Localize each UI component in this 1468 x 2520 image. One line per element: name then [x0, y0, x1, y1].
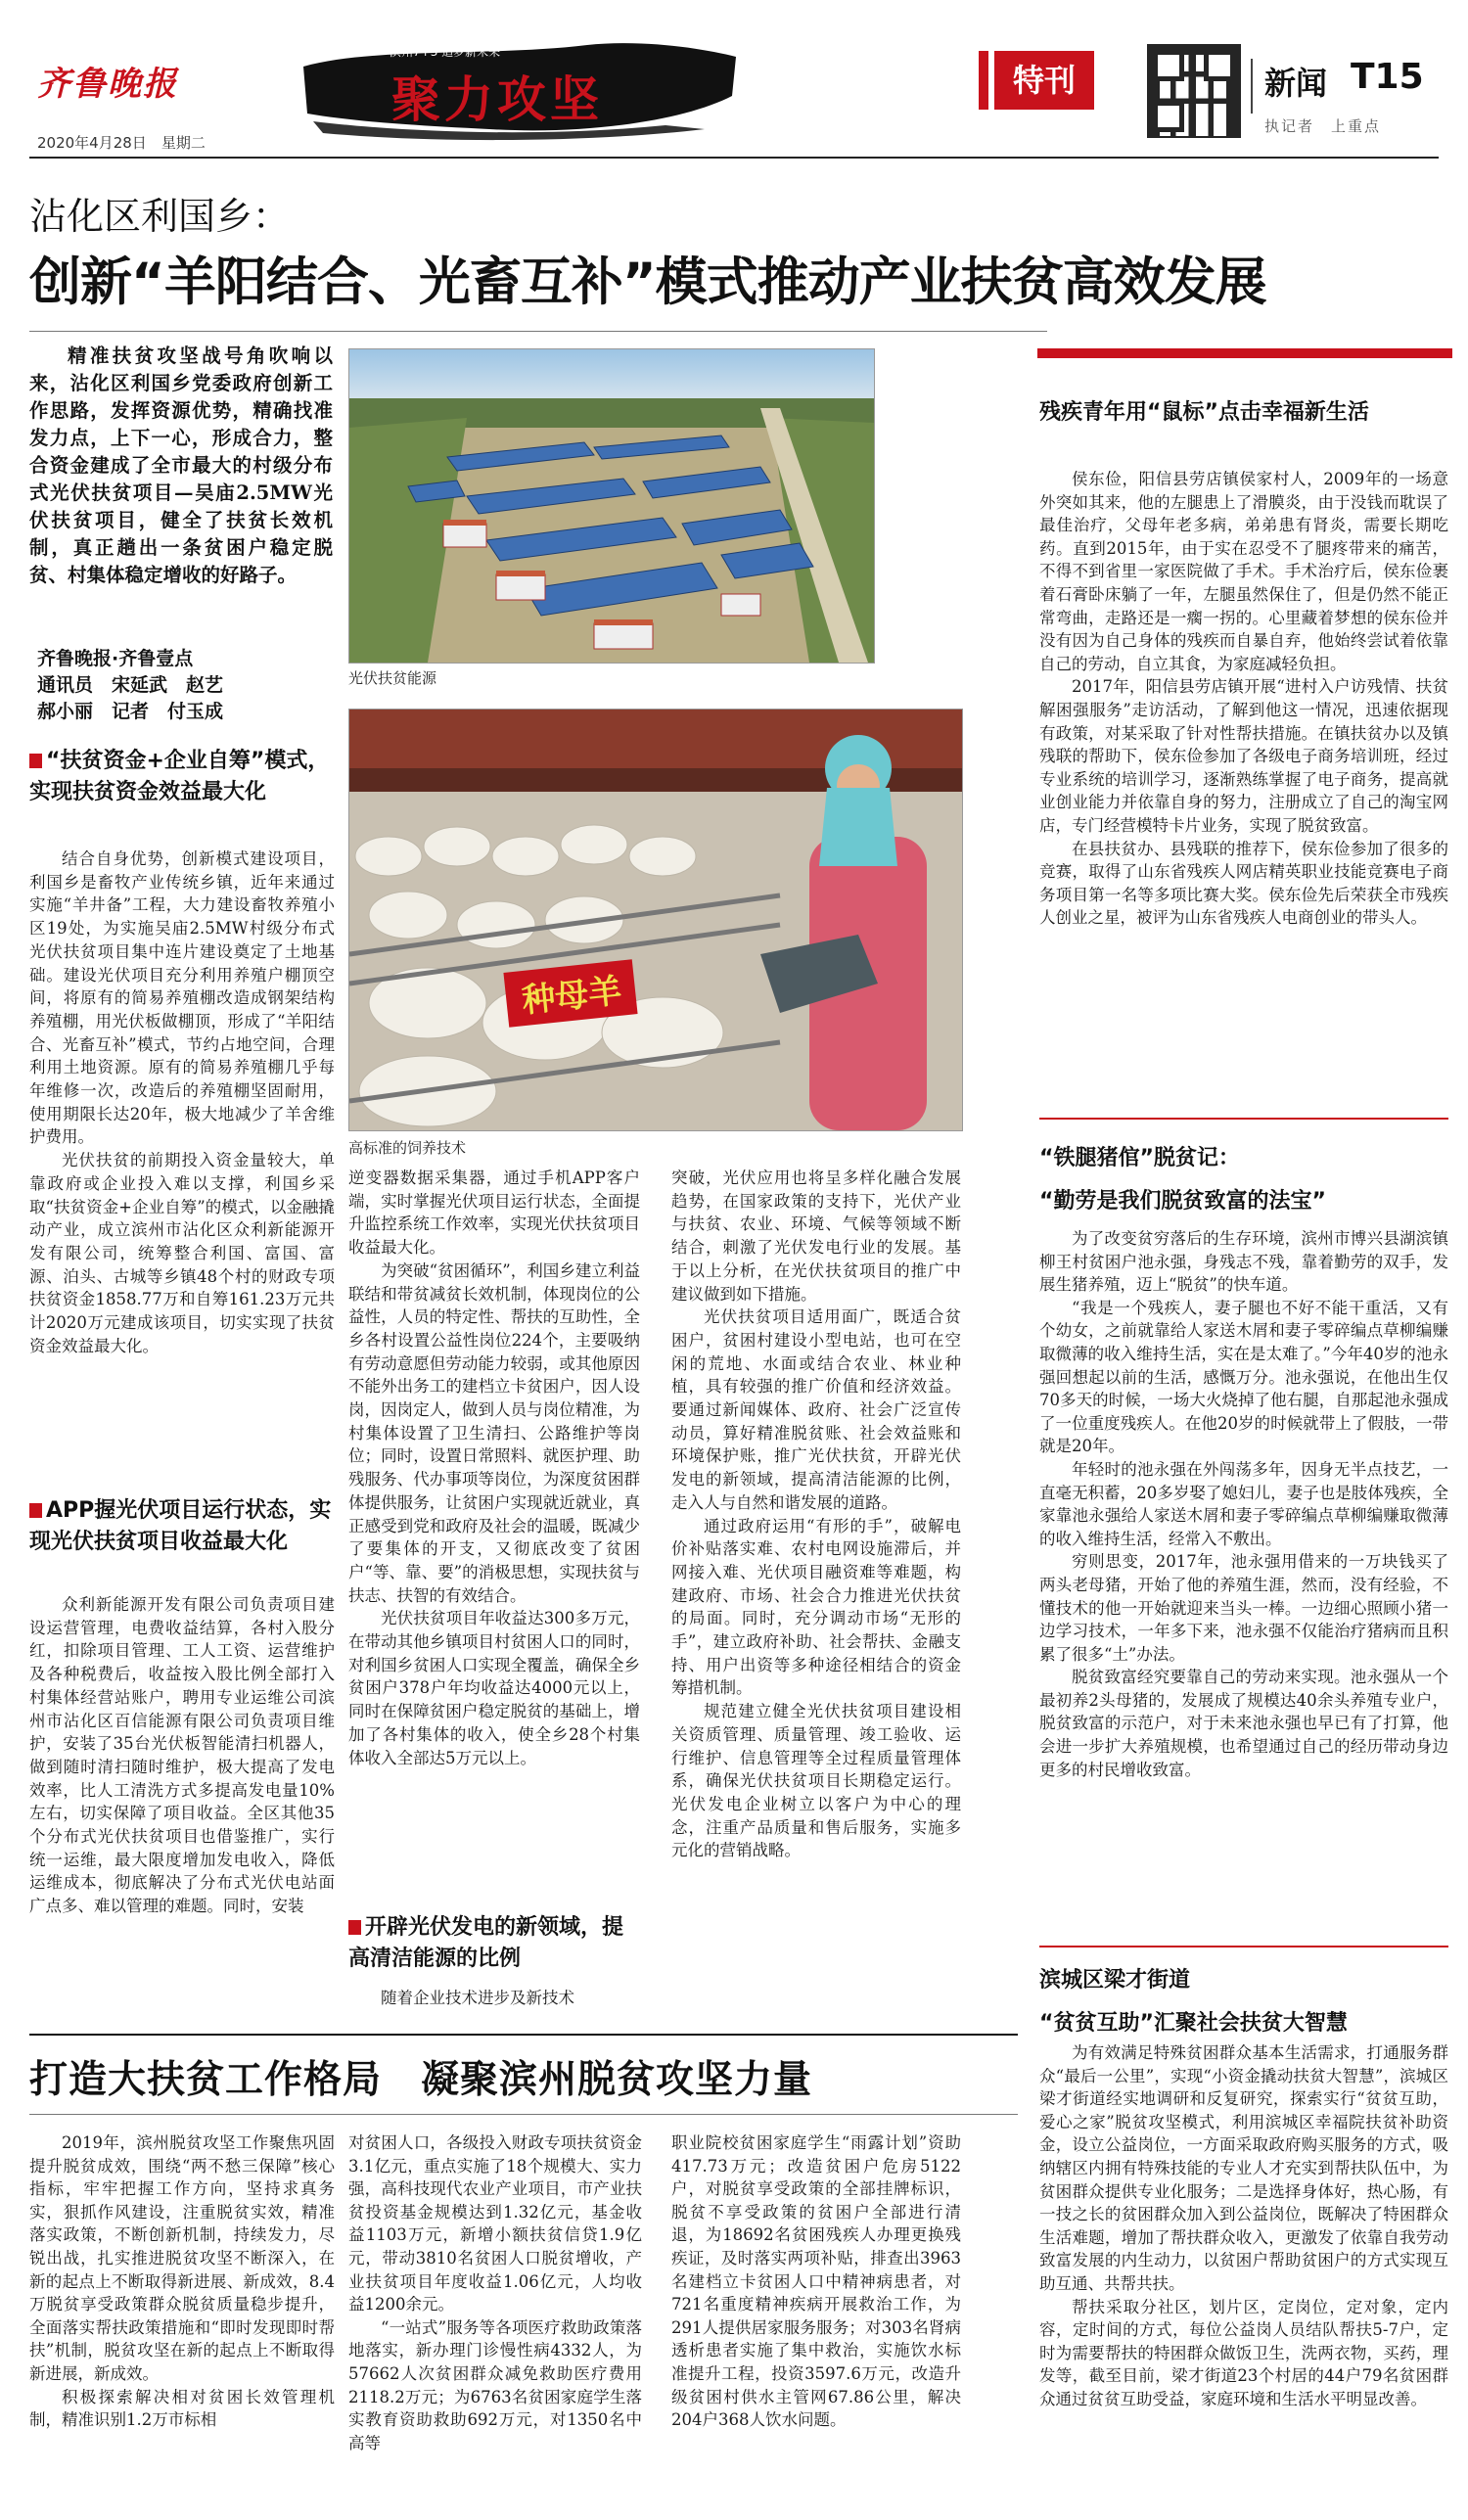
byline: 齐鲁晚报·齐鲁壹点 通讯员 宋延武 赵艺 郝小丽 记者 付玉成 — [37, 648, 224, 722]
funding-text: 结合自身优势，创新模式建设项目，利国乡是畜牧产业传统乡镇，近年来通过实施“羊井备”工程，大力建设畜牧养殖小区19处，为实施吴庙2.5MW村级分布式光伏扶贫项目集中连片建设奠定了土地基础。建设光伏项目充分利用养殖户棚顶空间，将原有的简易养殖棚改造成钢架结构养殖棚，用光伏板做棚顶，形成了“羊阳结合、光畜互补”模式，节约占地空间，合理利用土地资源。原有的简易养殖棚几乎每年维修一次，改造后的养殖棚坚固耐用，使用期限长达20年，极大地减少了羊舍维护费用。 光伏扶贫的前期投入资金量较大，单靠政府或企业投入难以支撑，利国乡采取“扶贫资金+企业自筹”的模式，以金融撬动产业，成立滨州市沾化区众利新能源开发有限公司，统筹整合利国、富国、富源、泊头、古城等乡镇48个村的财政专项扶贫资金1858.77万和自筹161.23万元共计2020万元建成该项目，切实实现了扶贫资金效益最大化。 — [29, 849, 335, 1355]
solar-farm-illustration — [349, 349, 874, 663]
main-kicker: 沾化区利国乡： — [29, 195, 291, 238]
issue-date: 2020年4月28日 星期二 — [37, 134, 206, 152]
paper-logo: 齐鲁晚报 — [37, 65, 178, 104]
bottom-col3: 职业院校贫困家庭学生“雨露计划”资助417.73万元；改造贫困户危房5122户，对脱贫享受政策的全部挂牌标识，脱贫不享受政策的贫困户全部进行清退，为18692名贫困残疾人办理更换残疾证，及时落实两项补贴，排查出3963名建档立卡贫困人口中精神病患者，对721名重度精神疾病开展救治工作，为291人提供居家服务服务；对303名肾病透析患者实施了集中救治，实施饮水标准提升工程，投资3597.6万元，改造升级贫困村供水主管网67.86公里，解决204户368人饮水问题。 — [671, 2133, 961, 2430]
main-headline: 创新“羊阳结合、光畜互补”模式推动产业扶贫高效发展 — [29, 252, 1266, 312]
subhead-funding: “扶贫资金+企业自筹”模式，实现扶贫资金效益最大化 — [29, 749, 330, 804]
bottom-col1: 2019年，滨州脱贫攻坚工作聚焦巩固提升脱贫成效，围绕“两不愁三保障”核心指标，牢牢把握工作方向，坚持求真务实，狠抓作风建设，注重脱贫实效，精准落实政策，不断创新机制，持续发力，尽锐出战，扎实推进脱贫攻坚不断深入，在新的起点上不断取得新进展、新成效，8.4万脱贫享受政策群众脱贫质量稳步提升，全面落实帮扶政策措施和“即时发现即时帮扶”机制，脱贫攻坚在新的起点上不断取得新进展，新成效。 积极探索解决相对贫困长效管理机制，精准识别1.2万市标相 — [29, 2133, 335, 2430]
masthead — [0, 0, 1468, 166]
headline-rule — [29, 331, 1047, 332]
subhead-new-field: 开辟光伏发电的新领域，提高清洁能源的比例 — [348, 1915, 624, 1971]
story2-top-rule — [1039, 1118, 1448, 1120]
page-number: T15 — [1351, 57, 1424, 97]
bottom-article-top-rule — [29, 2034, 1018, 2036]
column2-text: 逆变器数据采集器，通过手机APP客户端，实时掌握光伏项目运行状态，全面提升监控系统工作效率，实现光伏扶贫项目收益最大化。 为突破“贫困循环”，利国乡建立利益联结和带贫减贫长效机制，体现岗位的公益性，人员的特定性、帮扶的互助性，全乡各村设置公益性岗位224个，主要吸纳有劳动意愿但劳动能力较弱，或其他原因不能外出务工的建档立卡贫困户，因人设岗，因岗定人，做到人员与岗位精准，为村集体设置了卫生清扫、公路维护等岗位；同时，设置日常照料、就医护理、助残服务、代办事项等岗位，为深度贫困群体提供服务，让贫困户实现就近就业，真正感受到党和政府及社会的温暖，既减少了要集体的开支，又彻底改变了贫困户“等、靠、要”的消极思想，实现扶贫与扶志、扶智的有效结合。 光伏扶贫项目年收益达300多万元，在带动其他乡镇项目村贫困人口的同时，对利国乡贫困人口实现全覆盖，确保全乡贫困户378户年均收益达4000元以上，同时在保障贫困户稳定脱贫的基础上，增加了各村集体的收入，使全乡28个村集体收入全部达5万元以上。 — [348, 1168, 640, 1767]
story1-body: 侯东俭，阳信县劳店镇侯家村人，2009年的一场意外突如其来，他的左腿患上了滑膜炎，由于没钱而耽误了最佳治疗，父母年老多病，弟弟患有肾炎，需要长期吃药。直到2015年，由于实在忍受不了腿疼带来的痛苦，不得不到省里一家医院做了手术。手术治疗后，侯东俭裹着石膏卧床躺了一年，左腿虽然保住了，但是仍然不能正常弯曲，走路还是一瘸一拐的。心里藏着梦想的侯东俭并没有因为自己身体的残疾而自暴自弃，他始终尝试着依靠自己的劳动，自立其食，为家庭减轻负担。 2017年，阳信县劳店镇开展“进村入户访残情、扶贫解困强服务”走访活动，了解到他这一情况，迅速依据现有政策，对某采取了针对性帮扶措施。在镇扶贫办以及镇残联的帮助下，侯东俭参加了各级电子商务培训班，经过专业系统的培训学习，逐渐熟练掌握了电子商务，提高就业创业能力并依靠自身的努力，注册成立了自己的淘宝网店，专门经营模特卡片业务，实现了脱贫致富。 在县扶贫办、县残联的推荐下，侯东俭参加了很多的竞赛，取得了山东省残疾人网店精英职业技能竞赛电子商务项目第一名等多项比赛大奖。侯东俭先后荣获全市残疾人创业之星，被评为山东省残疾人电商创业的带头人。 — [1039, 470, 1448, 928]
section-name: 新闻 — [1264, 65, 1328, 102]
story2-title: “铁腿猪倌”脱贫记： “勤劳是我们脱贫致富的法宝” — [1039, 1146, 1326, 1214]
story2-body: 为了改变贫穷落后的生存环境，滨州市博兴县湖滨镇柳王村贫困户池永强，身残志不残，靠着勤劳的双手，发展生猪养殖，迈上“脱贫”的快车道。 “我是一个残疾人，妻子腿也不好不能干重活，又有个幼女，之前就靠给人家送木屑和妻子零碎编点草柳编赚取微薄的收入维持生活，实在是太难了。”今年40岁的池永强回想起以前的生活，感慨万分。池永强说，在他出生仅70多天的时候，一场大火烧掉了他右腿，自那起池永强成了一位重度残疾人。在他20岁的时候就带上了假肢，一带就是20年。 年轻时的池永强在外闯荡多年，因身无半点技艺，一直毫无积蓄，20多岁娶了媳妇儿，妻子也是肢体残疾，全家靠池永强给人家送木屑和妻子零碎编点草柳编赚取微薄的收入维持生活，经常入不敷出。 穷则思变，2017年，池永强用借来的一万块钱买了两头老母猪，开始了他的养殖生涯，然而，没有经验，不懂技术的他一开始就迎来当头一棒。一边细心照顾小猪一边学习技术，一年多下来，池永强不仅能治疗猪病而且积累了很多“土”办法。 脱贫致富经究要靠自己的劳动来实现。池永强从一个最初养2头母猪的，发展成了规模达40余头养殖专业户，脱贫致富的示范户，对于未来池永强也早已有了打算，他会进一步扩大养殖规模，也希望通过自己的经历带动身边更多的村民增收致富。 — [1039, 1229, 1448, 1779]
special-tag: 特刊 — [979, 51, 1094, 110]
sheep-feeding-illustration — [349, 710, 962, 1130]
lead-paragraph: 精准扶贫攻坚战号角吹响以来，沾化区利国乡党委政府创新工作思路，发挥资源优势，精确找准发力点，上下一心，形成合力，整合资金建成了全市最大的村级分布式光伏扶贫项目—吴庙2.5MW光伏扶贫项目，健全了扶贫长效机制，真正趟出一条贫困户稳定脱贫、村集体稳定增收的好路子。 — [29, 344, 333, 586]
bottom-headline: 打造大扶贫工作格局 凝聚滨州脱贫攻坚力量 — [29, 2058, 813, 2102]
photo2-caption: 高标准的饲养技术 — [348, 1139, 467, 1157]
column3-text: 突破，光伏应用也将呈多样化融合发展趋势，在国家政策的支持下，光伏产业与扶贫、农业、环境、气候等领域不断结合，刺激了光伏发电行业的发展。基于以上分析，在光伏扶贫项目的推广中建议做到如下措施。 光伏扶贫项目适用面广，既适合贫困户，贫困村建设小型电站，也可在空闲的荒地、水面或结合农业、林业种植，具有较强的推广价值和经济效益。要通过新闻媒体、政府、社会广泛宣传动员，算好精准脱贫账、社会效益账和环境保护账，推广光伏扶贫，开辟光伏发电的新领域，提高清洁能源的比例，走入人与自然和谐发展的道路。 通过政府运用“有形的手”，破解电价补贴落实难、农村电网设施滞后，并网接入难、光伏项目融资难等难题，构建政府、市场、社会合力推进光伏扶贫的局面。同时，充分调动市场“无形的手”，建立政府补助、社会帮扶、金融支持、用户出资等多种途径相结合的资金筹措机制。 规范建立健全光伏扶贫项目建设相关资质管理、质量管理、竣工验收、运行维护、信息管理等全过程质量管理体系，确保光伏扶贫项目长期稳定运行。光伏发电企业树立以客户为中心的理念，注重产品质量和售后服务，实施多元化的营销战略。 — [671, 1168, 961, 1860]
masthead-rule — [29, 157, 1439, 159]
banner-title: 聚力攻坚 — [391, 71, 603, 128]
story1-title: 残疾青年用“鼠标”点击幸福新生活 — [1039, 400, 1369, 425]
banner-small-text: 滨州7+3 追梦新未来 — [390, 45, 501, 59]
sheep-farm-photo — [348, 709, 963, 1131]
app-text: 众利新能源开发有限公司负责项目建设运营管理，电费收益结算，各村入股分红，扣除项目管理、工人工资、运营维护及各种税费后，收益按入股比例全部打入村集体经营站账户，聘用专业运维公司滨州市沾化区百信能源有限公司负责项目维护，安装了35台光伏板智能清扫机器人，做到随时清扫随时维护，极大提高了发电效率，比人工清洗方式多提高发电量10%左右，切实保障了项目收益。全区其他35个分布式光伏扶贫项目也借鉴推广，实行统一运维，最大限度增加发电收入，降低运维成本，彻底解决了分布式光伏电站面广点多、难以管理的难题。同时，安装 — [29, 1595, 335, 1916]
section-banner — [294, 27, 744, 143]
bottom-headline-rule — [29, 2114, 1018, 2115]
solar-farm-photo — [348, 348, 875, 664]
qr-code-icon — [1147, 44, 1241, 138]
right-column-top-rule — [1037, 348, 1452, 358]
sheep-pen-sign: 种母羊 — [520, 971, 624, 1022]
bottom-col2: 对贫困人口，各级投入财政专项扶贫资金3.1亿元，重点实施了18个规模大、实力强，高科技现代农业产业项目，市产业扶贫投资基金规模达到1.32亿元，基金收益1103万元，新增小额扶贫信贷1.9亿元，带动3810名贫困人口脱贫增收，产业扶贫项目年度收益1.06亿元，人均收益1200余元。 “一站式”服务等各项医疗救助政策落地落实，新办理门诊慢性病4332人，为57662人次贫困群众减免救助医疗费用2118.2万元；为6763名贫困家庭学生落实教育资助救助692万元，对1350名中高等 — [348, 2133, 642, 2452]
editor-line: 执记者 上重点 — [1264, 117, 1382, 135]
subhead-app: APP握光伏项目运行状态，实现光伏扶贫项目收益最大化 — [29, 1498, 332, 1554]
story3-title: 滨城区梁才街道 “贫贫互助”汇聚社会扶贫大智慧 — [1039, 1968, 1348, 2036]
column2-tail: 随着企业技术进步及新技术 — [381, 1989, 574, 2007]
header-divider — [1251, 59, 1253, 114]
photo1-caption: 光伏扶贫能源 — [348, 669, 437, 687]
story3-body: 为有效满足特殊贫困群众基本生活需求，打通服务群众“最后一公里”，实现“小资金撬动扶贫大智慧”，滨城区梁才街道经实地调研和反复研究，探索实行“贫贫互助，爱心之家”脱贫攻坚模式，利用滨城区幸福院扶贫补助资金，设立公益岗位，一方面采取政府购买服务的方式，吸纳辖区内拥有特殊技能的专业人才充实到帮扶队伍中，为贫困群众提供专业化服务；二是选择身体好，热心肠，有一技之长的贫困群众加入到公益岗位，既解决了特困群众生活难题，增加了帮扶群众收入，更激发了依靠自我劳动致富发展的内生动力，以贫困户帮助贫困户的方式实现互助互通、共帮共扶。 帮扶采取分社区，划片区，定岗位，定对象，定内容，定时间的方式，每位公益岗人员结队帮扶5-7户，定时为需要帮扶的特困群众做饭卫生，洗两衣物，买药，理发等，截至目前，梁才街道23个村居的44户79名贫困群众通过贫贫互助受益，家庭环境和生活水平明显改善。 — [1039, 2043, 1448, 2408]
story3-top-rule — [1039, 1946, 1448, 1947]
